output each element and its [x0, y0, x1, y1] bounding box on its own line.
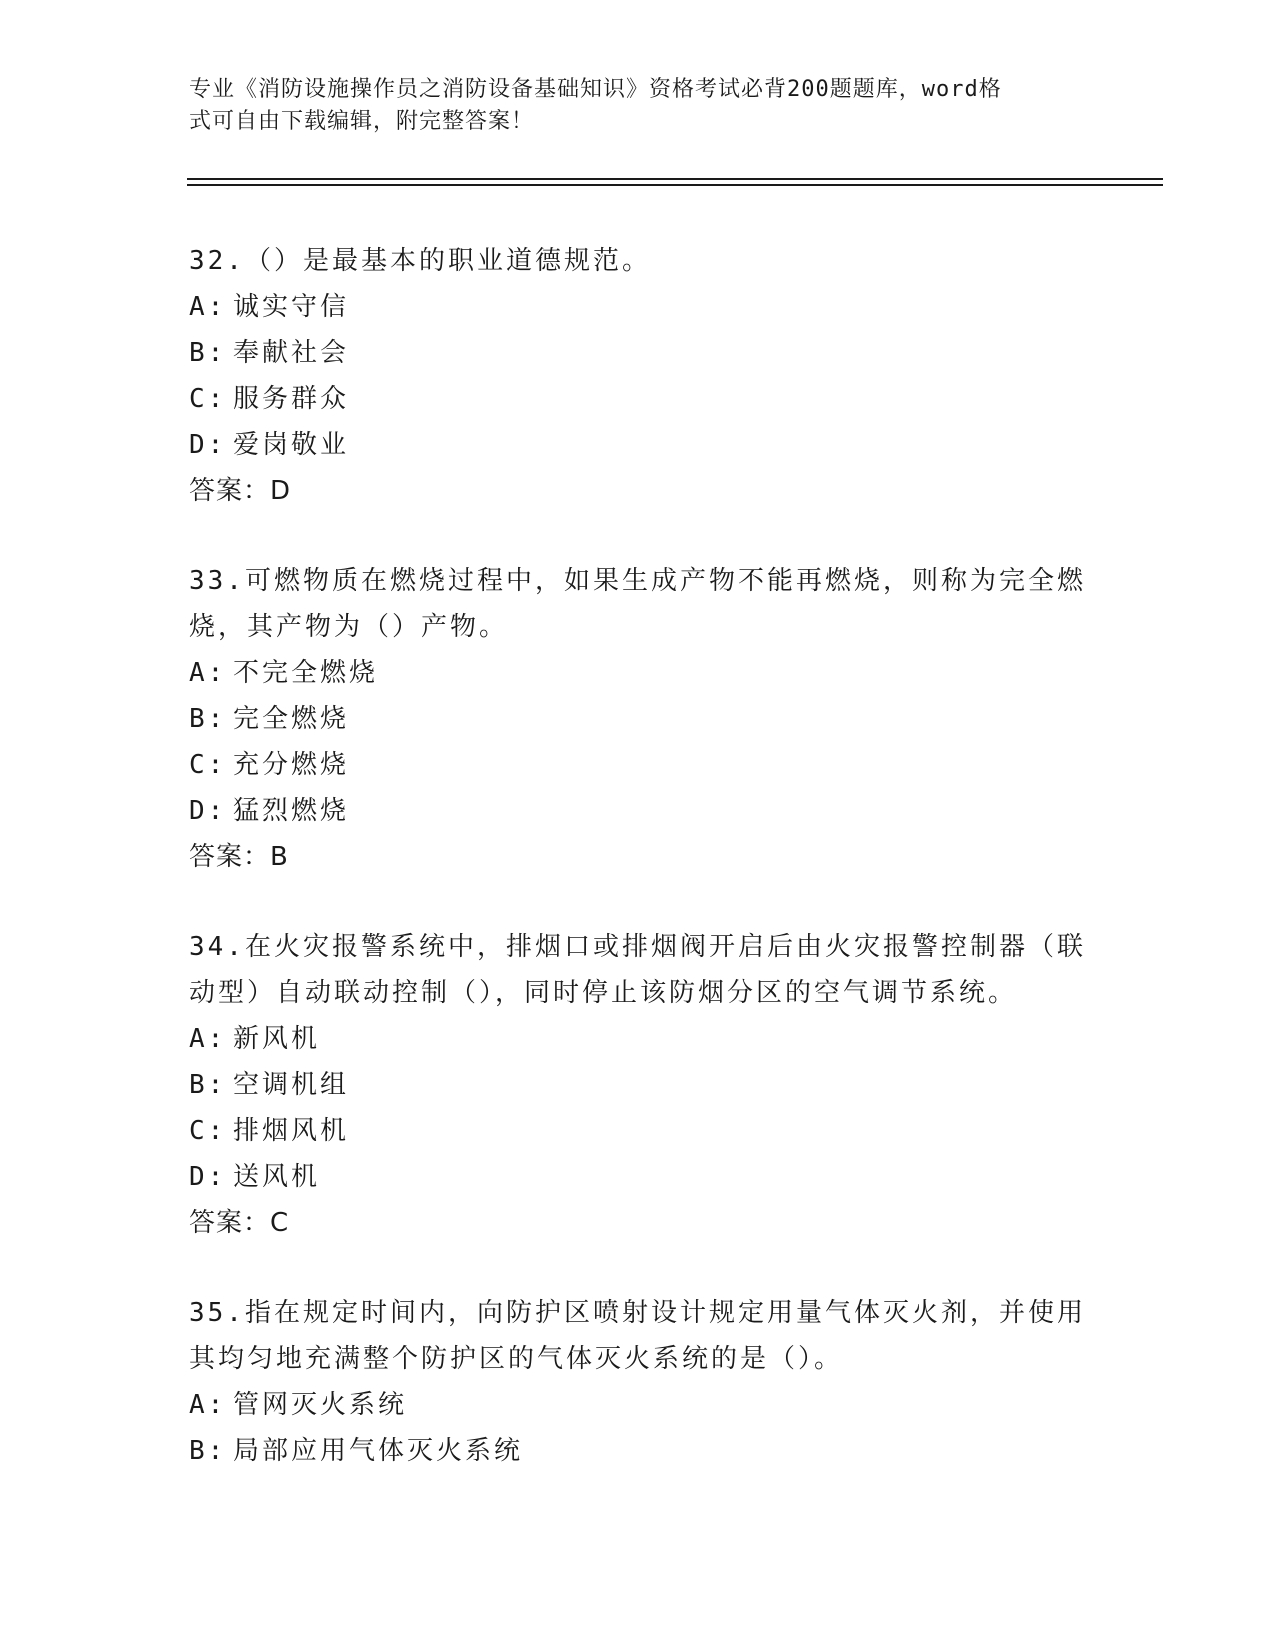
option-c [189, 742, 1089, 788]
option-letter: C: [189, 750, 227, 780]
option-text: 服务群众 [233, 384, 350, 414]
option-text: 管网灭火系统 [233, 1390, 408, 1420]
option-d [189, 788, 1089, 834]
option-letter: C: [189, 384, 227, 414]
option-text: 新风机 [233, 1024, 321, 1054]
question-33 [189, 558, 1089, 880]
option-letter: D: [189, 1162, 227, 1192]
option-letter: A: [189, 1390, 227, 1420]
option-b [189, 1062, 1089, 1108]
header-line-2: 式可自由下载编辑，附完整答案！ [189, 109, 535, 134]
option-letter: D: [189, 796, 227, 826]
option-c [189, 1108, 1089, 1154]
option-a [189, 650, 1089, 696]
option-letter: A: [189, 292, 227, 322]
option-text: 诚实守信 [233, 292, 350, 322]
header-divider-bottom [187, 184, 1163, 186]
option-b [189, 330, 1089, 376]
header-divider-top [187, 178, 1163, 180]
option-text: 猛烈燃烧 [233, 796, 350, 826]
option-text: 奉献社会 [233, 338, 350, 368]
option-text: 不完全燃烧 [233, 658, 379, 688]
option-text: 局部应用气体灭火系统 [233, 1436, 524, 1466]
option-letter: D: [189, 430, 227, 460]
answer-label: 答案：C [189, 1208, 290, 1238]
option-text: 爱岗敬业 [233, 430, 350, 460]
option-b [189, 1428, 1089, 1474]
document-header [189, 74, 1089, 138]
option-text: 空调机组 [233, 1070, 350, 1100]
option-letter: B: [189, 338, 227, 368]
option-d [189, 422, 1089, 468]
option-letter: C: [189, 1116, 227, 1146]
option-letter: B: [189, 1070, 227, 1100]
option-text: 送风机 [233, 1162, 321, 1192]
option-a [189, 1016, 1089, 1062]
option-d [189, 1154, 1089, 1200]
option-text: 排烟风机 [233, 1116, 350, 1146]
option-text: 完全燃烧 [233, 704, 350, 734]
question-34 [189, 924, 1089, 1246]
option-a [189, 1382, 1089, 1428]
option-b [189, 696, 1089, 742]
option-text: 充分燃烧 [233, 750, 350, 780]
question-list [189, 238, 1089, 1518]
question-stem: 34.在火灾报警系统中，排烟口或排烟阀开启后由火灾报警控制器（联动型）自动联动控制（），同时停止该防烟分区的空气调节系统。 [189, 932, 1086, 1008]
question-stem: 32.（）是最基本的职业道德规范。 [189, 246, 651, 276]
option-letter: A: [189, 1024, 227, 1054]
answer-label: 答案：D [189, 476, 292, 506]
question-35 [189, 1290, 1089, 1474]
option-c [189, 376, 1089, 422]
option-letter: B: [189, 704, 227, 734]
header-line-1: 专业《消防设施操作员之消防设备基础知识》资格考试必背200题题库，word格 [189, 77, 1002, 102]
option-letter: B: [189, 1436, 227, 1466]
option-letter: A: [189, 658, 227, 688]
question-stem: 35.指在规定时间内，向防护区喷射设计规定用量气体灭火剂，并使用其均匀地充满整个防护区的气体灭火系统的是（）。 [189, 1298, 1086, 1374]
option-a [189, 284, 1089, 330]
question-32 [189, 238, 1089, 514]
answer-label: 答案：B [189, 842, 289, 872]
question-stem: 33.可燃物质在燃烧过程中，如果生成产物不能再燃烧，则称为完全燃烧，其产物为（）产物。 [189, 566, 1086, 642]
